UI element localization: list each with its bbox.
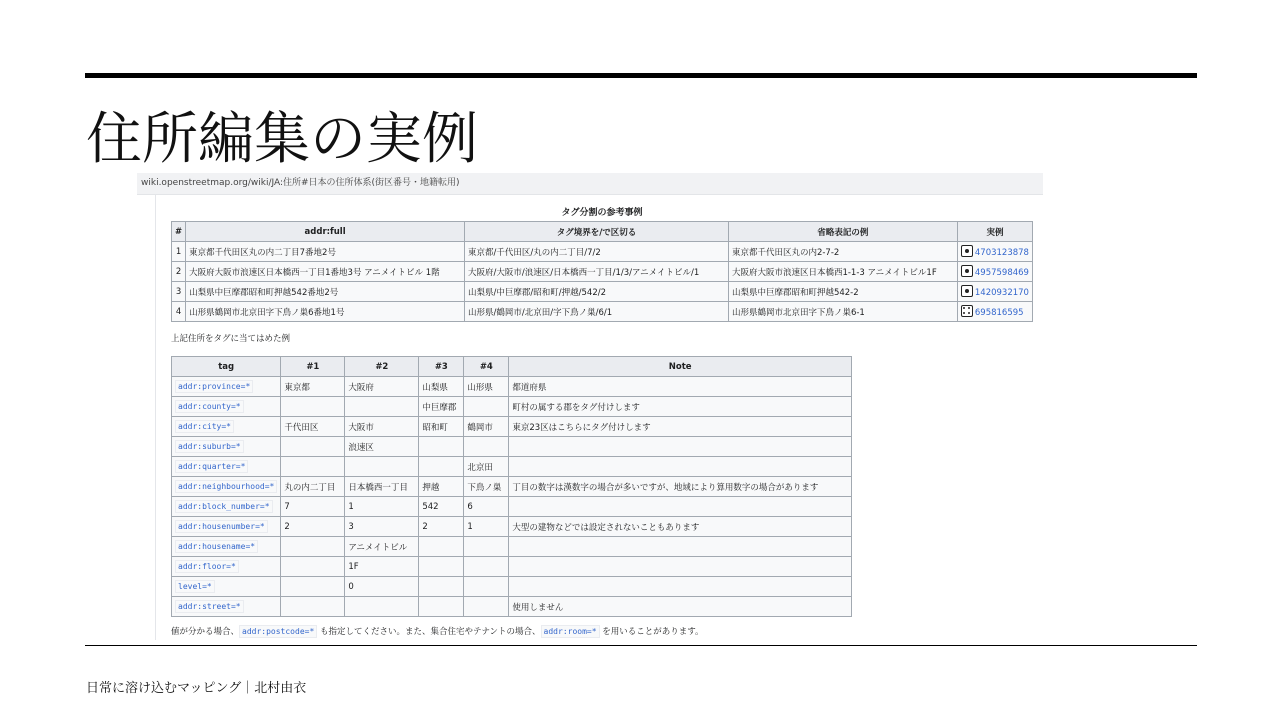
tag-value: =*: [259, 501, 270, 511]
tag-key-link[interactable]: [175, 420, 234, 433]
table2-header-row: [172, 357, 852, 377]
abbr-cell: 山形県鶴岡市北京田字下鳥ノ巣6-1: [728, 302, 957, 322]
table1-header: タグ境界を/で区切る: [465, 222, 729, 242]
postcode-tag-link[interactable]: addr:postcode=*: [239, 625, 317, 638]
value-cell-1: 千代田区: [281, 417, 345, 437]
abbr-cell: 山梨県中巨摩郡昭和町押越542-2: [728, 282, 957, 302]
wiki-content: [137, 195, 1043, 640]
split-cell: 山形県/鶴岡市/北京田/字下鳥ノ巣/6/1: [465, 302, 729, 322]
row-number: 4: [172, 302, 186, 322]
node-icon: [961, 265, 973, 277]
tag-key: addr:street: [178, 601, 231, 611]
note-text: を用いることがあります。: [599, 627, 704, 637]
table1-row: [172, 242, 1033, 262]
value-cell-1: [281, 557, 345, 577]
node-icon: [961, 245, 973, 257]
tag-value: =*: [226, 561, 236, 571]
tag-cell: [172, 477, 281, 497]
tag-key-link[interactable]: [175, 400, 244, 413]
value-cell-1: 7: [281, 497, 345, 517]
table1-row: [172, 262, 1033, 282]
table1-caption: タグ分割の参考事例: [561, 208, 643, 218]
value-cell-4: [464, 397, 509, 417]
tag-cell: [172, 577, 281, 597]
value-cell-2: [345, 397, 419, 417]
table2-row: [172, 517, 852, 537]
table2-row: [172, 437, 852, 457]
value-cell-4: 下鳥ノ巣: [464, 477, 509, 497]
value-cell-1: [281, 597, 345, 617]
osm-object-link[interactable]: 4957598469: [974, 268, 1029, 278]
table2-row: [172, 497, 852, 517]
value-cell-2: 大阪市: [345, 417, 419, 437]
value-cell-2: アニメイトビル: [345, 537, 419, 557]
value-cell-2: 1: [345, 497, 419, 517]
url-bar[interactable]: wiki.openstreetmap.org/wiki/JA:住所#日本の住所体系(街区番号・地籍転用): [137, 173, 1043, 195]
tag-value: =*: [221, 421, 231, 431]
row-number: 1: [172, 242, 186, 262]
abbr-cell: 大阪府大阪市浪速区日本橋西1-1-3 アニメイトビル1F: [728, 262, 957, 282]
note-cell: 町村の属する郡をタグ付けします: [509, 397, 852, 417]
tag-value: =*: [230, 601, 241, 611]
value-cell-3: [419, 557, 464, 577]
osm-object-link[interactable]: 4703123878: [974, 248, 1029, 258]
split-cell: 東京都/千代田区/丸の内二丁目/7/2: [465, 242, 729, 262]
value-cell-3: 押越: [419, 477, 464, 497]
value-cell-4: [464, 577, 509, 597]
value-cell-2: 浪速区: [345, 437, 419, 457]
tag-value: =*: [202, 581, 212, 591]
value-cell-3: 542: [419, 497, 464, 517]
tag-key-link[interactable]: [175, 560, 239, 573]
table2-row: [172, 557, 852, 577]
value-cell-2: 大阪府: [345, 377, 419, 397]
tag-value: =*: [255, 521, 265, 531]
footer-rule: [85, 645, 1197, 646]
osm-object-link[interactable]: 695816595: [974, 308, 1024, 318]
wiki-screenshot: [137, 173, 1043, 640]
tag-cell: [172, 377, 281, 397]
tag-value: =*: [240, 381, 251, 391]
note-cell: 使用しません: [509, 597, 852, 617]
tag-value: =*: [264, 481, 275, 491]
tag-key-link[interactable]: [175, 600, 244, 613]
note-cell: [509, 577, 852, 597]
slide-footer: 日常に溶け込むマッピング｜北村由衣: [86, 681, 307, 696]
tag-key: addr:city: [178, 421, 222, 431]
value-cell-1: [281, 537, 345, 557]
relation-icon: [961, 305, 973, 317]
tag-cell: [172, 397, 281, 417]
value-cell-4: [464, 557, 509, 577]
room-tag-link[interactable]: addr:room=*: [541, 625, 600, 638]
note-cell: [509, 537, 852, 557]
value-cell-2: 日本橋西一丁目: [345, 477, 419, 497]
table2-row: [172, 377, 852, 397]
table2-header: Note: [509, 357, 852, 377]
node-icon: [961, 285, 973, 297]
tag-key-link[interactable]: [175, 500, 273, 513]
split-cell: 山梨県/中巨摩郡/昭和町/押越/542/2: [465, 282, 729, 302]
tag-value: =*: [235, 461, 246, 471]
tag-key: addr:housename: [178, 541, 246, 551]
example-cell: [957, 302, 1032, 322]
postcode-room-note: [171, 625, 1035, 637]
value-cell-4: 鶴岡市: [464, 417, 509, 437]
tag-key-link[interactable]: [175, 380, 253, 393]
addr-full-cell: 大阪府大阪市浪速区日本橋西一丁目1番地3号 アニメイトビル 1階: [186, 262, 465, 282]
split-cell: 大阪府/大阪市/浪速区/日本橋西一丁目/1/3/アニメイトビル/1: [465, 262, 729, 282]
example-cell: [957, 242, 1032, 262]
tag-value: =*: [245, 541, 256, 551]
tag-key-link[interactable]: [175, 440, 244, 453]
table2-row: [172, 577, 852, 597]
table2-header: #2: [345, 357, 419, 377]
tag-cell: [172, 597, 281, 617]
table1-header: 実例: [957, 222, 1032, 242]
value-cell-4: [464, 537, 509, 557]
table1-header: #: [172, 222, 186, 242]
value-cell-3: [419, 437, 464, 457]
tag-key: addr:housenumber: [178, 521, 256, 531]
value-cell-1: 東京都: [281, 377, 345, 397]
note-text: 値が分かる場合、: [171, 627, 240, 637]
value-cell-3: [419, 537, 464, 557]
table2-row: [172, 397, 852, 417]
value-cell-1: [281, 457, 345, 477]
value-cell-4: 北京田: [464, 457, 509, 477]
table1-header: addr:full: [186, 222, 465, 242]
tag-key: addr:floor: [178, 561, 227, 571]
tag-value: =*: [230, 401, 241, 411]
value-cell-1: [281, 397, 345, 417]
value-cell-4: 山形県: [464, 377, 509, 397]
value-cell-2: 3: [345, 517, 419, 537]
row-number: 2: [172, 262, 186, 282]
note-cell: 大型の建物などでは設定されないこともあります: [509, 517, 852, 537]
note-cell: [509, 557, 852, 577]
tag-key-link[interactable]: [175, 580, 215, 593]
example-intro-text: 上記住所をタグに当てはめた例: [171, 334, 291, 344]
tag-key-link[interactable]: [175, 460, 248, 473]
value-cell-1: [281, 577, 345, 597]
title-top-rule: [85, 73, 1197, 78]
tag-key: level: [178, 581, 203, 591]
table2-header: tag: [172, 357, 281, 377]
value-cell-4: 6: [464, 497, 509, 517]
tag-key-link[interactable]: [175, 520, 268, 533]
tag-mapping-table: [171, 356, 852, 617]
tag-key-link[interactable]: [175, 480, 277, 493]
value-cell-1: [281, 437, 345, 457]
tag-key: addr:neighbourhood: [178, 481, 265, 491]
note-cell: [509, 437, 852, 457]
table1-row: [172, 282, 1033, 302]
value-cell-3: 中巨摩郡: [419, 397, 464, 417]
tag-key: addr:county: [178, 401, 231, 411]
tag-split-table: [171, 221, 1033, 322]
table1-header: 省略表記の例: [728, 222, 957, 242]
table1-header-row: [172, 222, 1033, 242]
tag-cell: [172, 517, 281, 537]
value-cell-2: [345, 457, 419, 477]
table2-row: [172, 597, 852, 617]
value-cell-2: 0: [345, 577, 419, 597]
tag-cell: [172, 557, 281, 577]
abbr-cell: 東京都千代田区丸の内2-7-2: [728, 242, 957, 262]
value-cell-3: [419, 457, 464, 477]
value-cell-4: 1: [464, 517, 509, 537]
tag-cell: [172, 417, 281, 437]
slide-title: 住所編集の実例: [86, 107, 478, 172]
note-cell: [509, 497, 852, 517]
value-cell-3: 昭和町: [419, 417, 464, 437]
value-cell-2: [345, 597, 419, 617]
table2-row: [172, 477, 852, 497]
left-gutter: [137, 195, 156, 640]
example-cell: [957, 282, 1032, 302]
row-number: 3: [172, 282, 186, 302]
osm-object-link[interactable]: 1420932170: [974, 288, 1029, 298]
value-cell-1: 丸の内二丁目: [281, 477, 345, 497]
tag-key: addr:block_number: [178, 501, 260, 511]
value-cell-4: [464, 597, 509, 617]
value-cell-2: 1F: [345, 557, 419, 577]
note-cell: [509, 457, 852, 477]
note-cell: 東京23区はこちらにタグ付けします: [509, 417, 852, 437]
tag-key: addr:province: [178, 381, 241, 391]
tag-key: addr:quarter: [178, 461, 236, 471]
value-cell-3: [419, 597, 464, 617]
addr-full-cell: 東京都千代田区丸の内二丁目7番地2号: [186, 242, 465, 262]
tag-key: addr:suburb: [178, 441, 231, 451]
tag-cell: [172, 457, 281, 477]
tag-cell: [172, 437, 281, 457]
value-cell-3: [419, 577, 464, 597]
table1-row: [172, 302, 1033, 322]
addr-full-cell: 山形県鶴岡市北京田字下鳥ノ巣6番地1号: [186, 302, 465, 322]
note-text: も指定してください。また、集合住宅やテナントの場合、: [317, 627, 541, 637]
table2-header: #1: [281, 357, 345, 377]
table2-row: [172, 457, 852, 477]
value-cell-3: 山梨県: [419, 377, 464, 397]
addr-full-cell: 山梨県中巨摩郡昭和町押越542番地2号: [186, 282, 465, 302]
tag-cell: [172, 537, 281, 557]
tag-cell: [172, 497, 281, 517]
tag-value: =*: [230, 441, 241, 451]
table2-row: [172, 537, 852, 557]
table2-header: #4: [464, 357, 509, 377]
note-cell: 都道府県: [509, 377, 852, 397]
example-cell: [957, 262, 1032, 282]
note-cell: 丁目の数字は漢数字の場合が多いですが、地域により算用数字の場合があります: [509, 477, 852, 497]
value-cell-4: [464, 437, 509, 457]
table2-header: #3: [419, 357, 464, 377]
value-cell-1: 2: [281, 517, 345, 537]
value-cell-3: 2: [419, 517, 464, 537]
table2-row: [172, 417, 852, 437]
tag-key-link[interactable]: [175, 540, 258, 553]
